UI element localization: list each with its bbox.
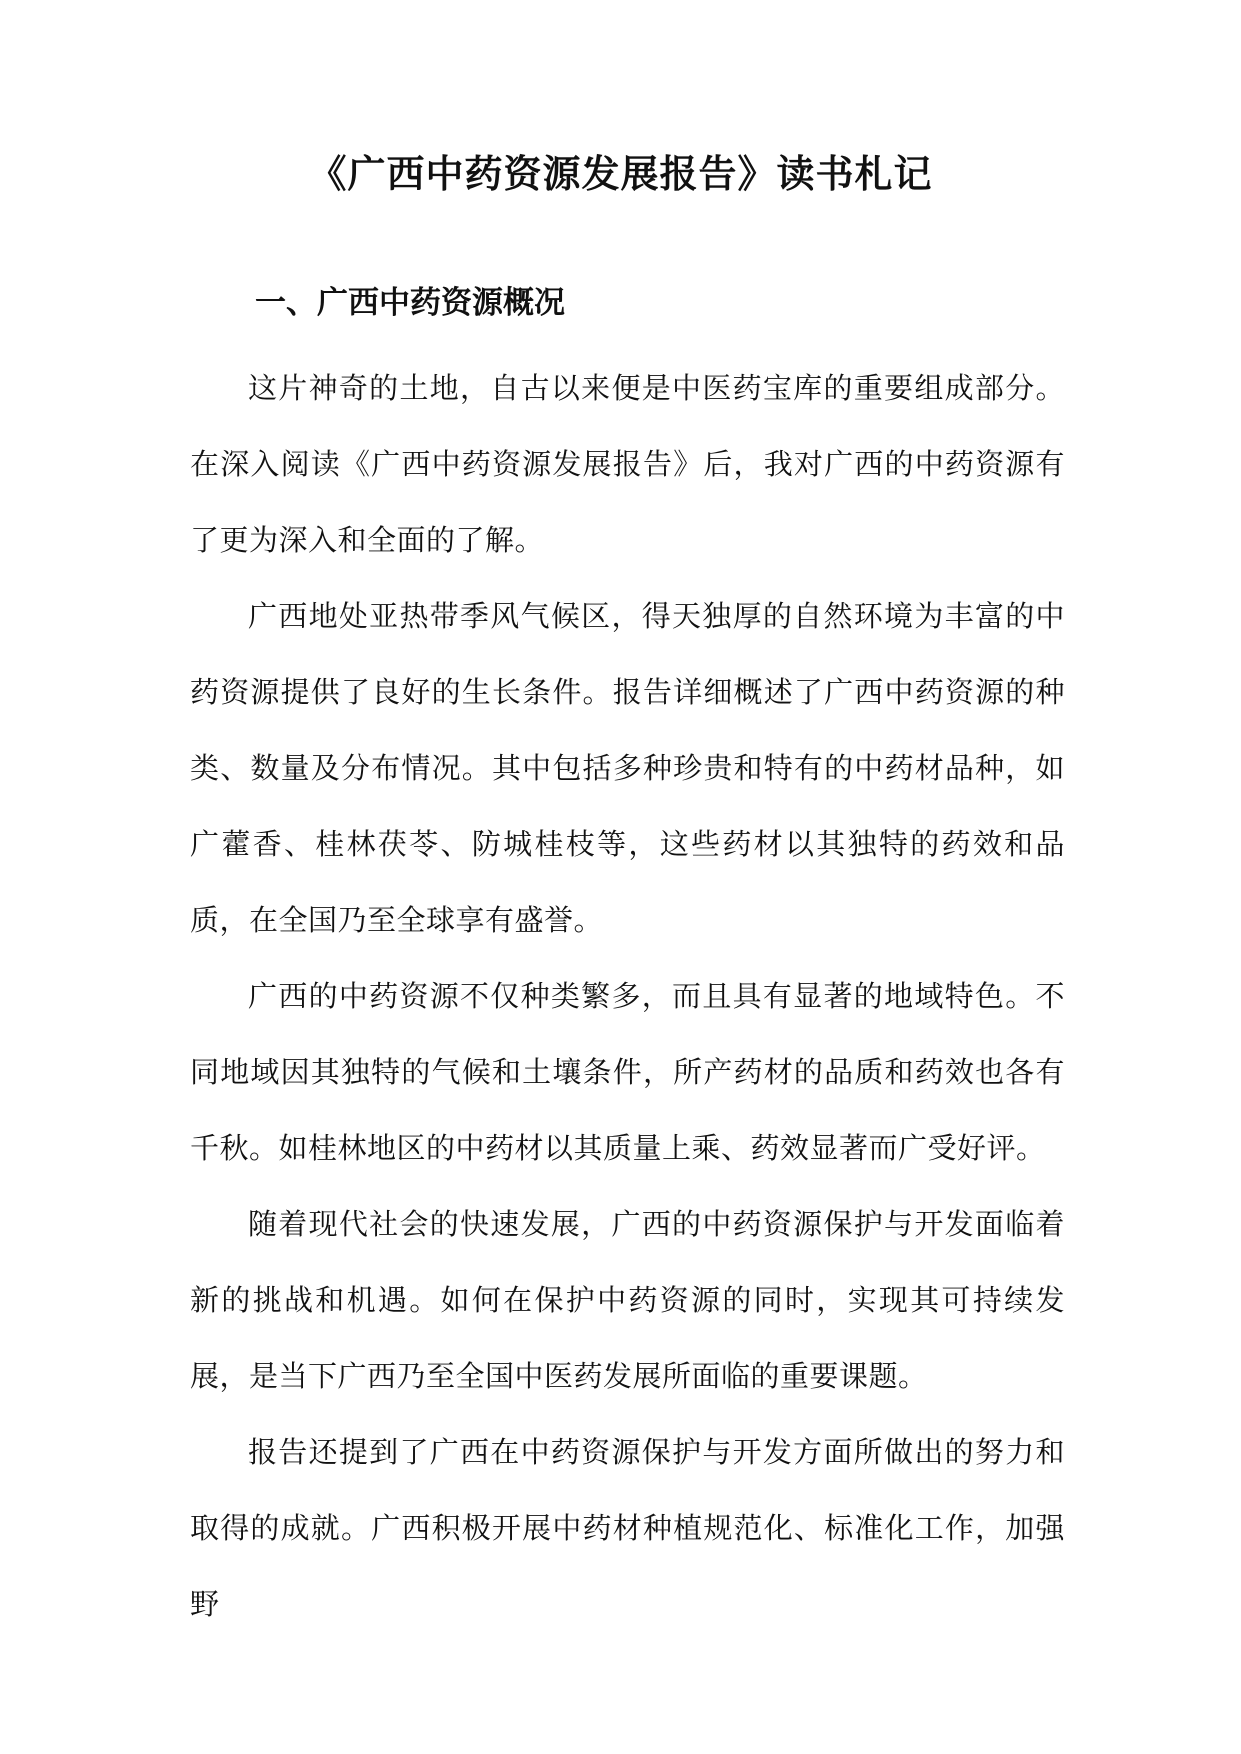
paragraph-1: 这片神奇的土地，自古以来便是中医药宝库的重要组成部分。在深入阅读《广西中药资源发展报告》后，我对广西的中药资源有了更为深入和全面的了解。 — [190, 371, 1065, 557]
document-title: 《广西中药资源发展报告》读书札记 — [308, 151, 933, 196]
section-heading: 一、广西中药资源概况 — [255, 285, 565, 321]
paragraph-3: 广西的中药资源不仅种类繁多，而且具有显著的地域特色。不同地域因其独特的气候和土壤条件，所产药材的品质和药效也各有千秋。如桂林地区的中药材以其质量上乘、药效显著而广受好评。 — [190, 979, 1065, 1165]
paragraph-5: 报告还提到了广西在中药资源保护与开发方面所做出的努力和取得的成就。广西积极开展中药材种植规范化、标准化工作，加强野 — [190, 1435, 1065, 1621]
paragraph-2: 广西地处亚热带季风气候区，得天独厚的自然环境为丰富的中药资源提供了良好的生长条件。报告详细概述了广西中药资源的种类、数量及分布情况。其中包括多种珍贵和特有的中药材品种，如广藿香、桂林茯苓、防城桂枝等，这些药材以其独特的药效和品质，在全国乃至全球享有盛誉。 — [190, 599, 1065, 937]
paragraph-4: 随着现代社会的快速发展，广西的中药资源保护与开发面临着新的挑战和机遇。如何在保护中药资源的同时，实现其可持续发展，是当下广西乃至全国中医药发展所面临的重要课题。 — [190, 1207, 1065, 1393]
